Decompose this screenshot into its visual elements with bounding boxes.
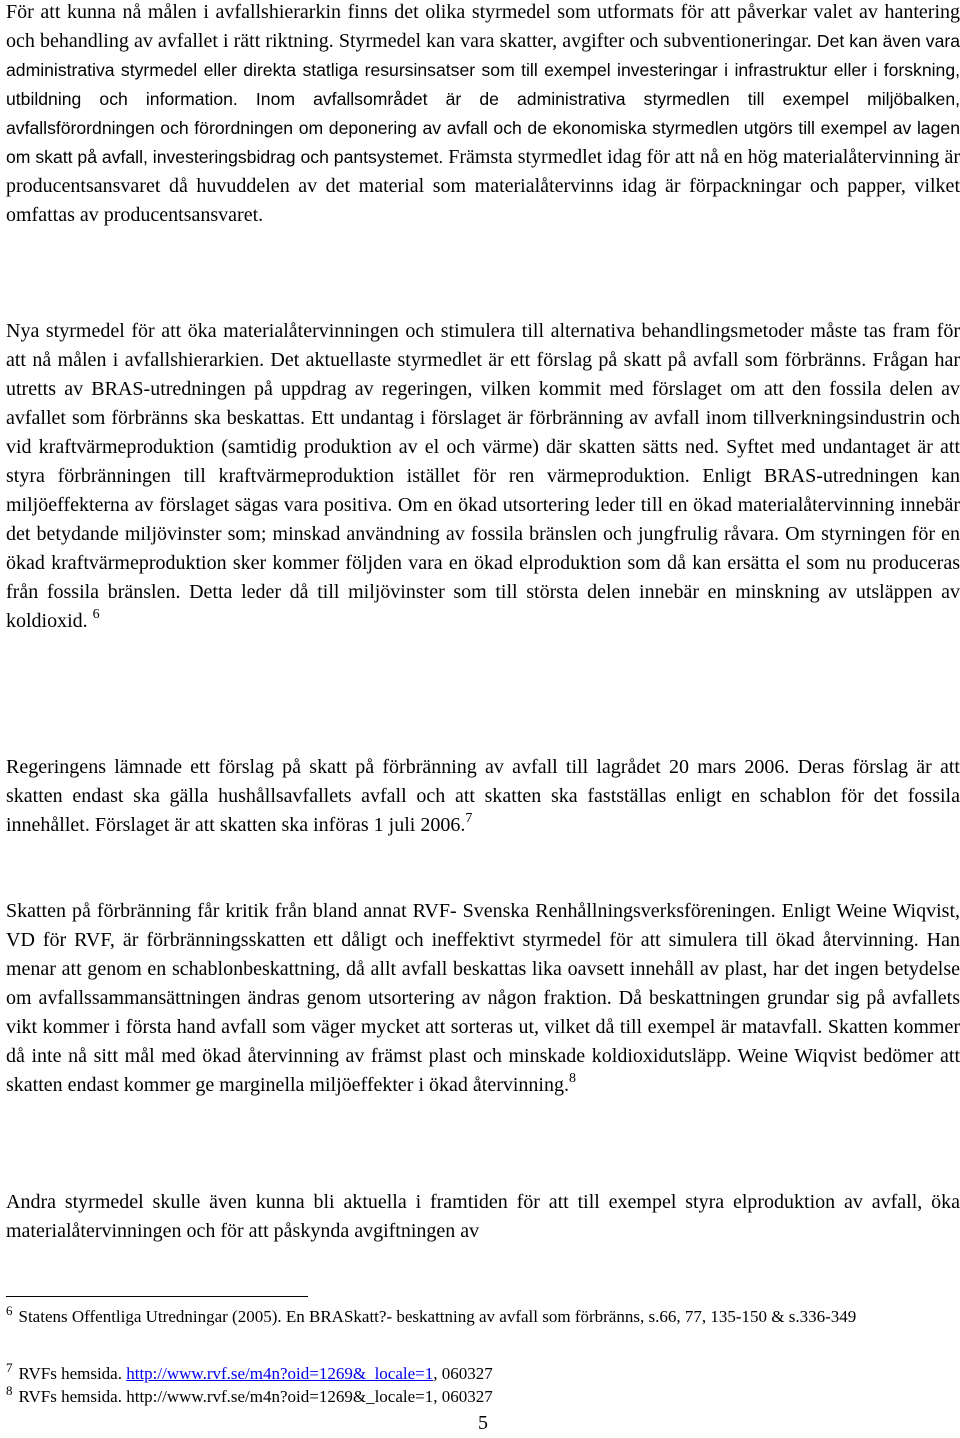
- paragraph-andra-styrmedel: [6, 1188, 960, 1246]
- footnote-separator: [6, 1296, 308, 1297]
- paragraph-text: Främsta styrmedlet idag för att nå en hög materialåtervinning är producentsansvaret då huvuddelen av det material som materialåtervinns idag är förpackningar och papper, vilket omfattas av producentsansvaret.: [6, 146, 960, 226]
- paragraph-text: Regeringens lämnade ett förslag på skatt på förbränning av avfall till lagrådet 20 mars 2006. Deras förslag är att skatten endast ska gälla hushållsavfallets avfall och att skatten ska fastställas enligt en schablon för det fossila innehållet. Förslaget är att skatten ska införas 1 juli 2006.: [6, 756, 960, 836]
- paragraph-text: Andra styrmedel skulle även kunna bli aktuella i framtiden för att till exempel styra elproduktion av avfall, öka materialåtervinningen och för att påskynda avgiftningen av: [6, 1191, 960, 1242]
- paragraph-text: Det kan även vara administrativa styrmedel eller direkta statliga resursinsatser som till exempel investeringar i infrastruktur eller i forskning, utbildning och information. Inom avfallsområdet är de administrativa styrmedlen till exempel miljöbalken, avfallsförordningen och förordningen om deponering av avfall och de ekonomiska styrmedlen utgörs till exempel av lagen om skatt på avfall, investeringsbidrag och pantsystemet.: [6, 31, 960, 167]
- footnote-text: , 060327: [433, 1364, 493, 1383]
- paragraph-regeringens-forslag: [6, 753, 960, 840]
- paragraph-text: För att kunna nå målen i avfallshierarkin finns det olika styrmedel som utformats för att påverkar valet av hantering och behandling av avfallet i rätt riktning. Styrmedel kan vara skatter, avgifter och subventioneringar.: [6, 1, 960, 52]
- paragraph-kritik: [6, 897, 960, 1100]
- rvf-website-link[interactable]: http://www.rvf.se/m4n?oid=1269&_locale=1: [126, 1364, 434, 1383]
- footnote-8: [6, 1385, 960, 1408]
- document-page: [6, 0, 960, 1438]
- footnote-reference[interactable]: 7: [465, 811, 473, 826]
- paragraph-text: Nya styrmedel för att öka materialåtervinningen och stimulera till alternativa behandlingsmetoder måste tas fram för att nå målen i avfallshierarkien. Det aktuellaste styrmedlet är ett förslag på skatt på avfall som förbränns. Frågan har utretts av BRAS-utredningen på uppdrag av regeringen, vilken kommit med förslaget om att den fossila delen av avfallet som förbränns ska beskattas. Ett undantag i förslaget är förbränning av avfall inom tillverkningsindustrin och vid kraftvärmeproduktion (samtidig produktion av el och värme) där skatten sätts ned. Syftet med undantaget är att styra förbränningen till kraftvärmeproduktion istället för ren värmeproduktion. Enligt BRAS-utredningen kan miljöeffekterna av förslaget sägas vara positiva. Om en ökad utsortering leder till en ökad materialåtervinning innebär det betydande miljövinster som; minskad användning av fossila bränslen och jungfrulig råvara. Om styrningen för en ökad kraftvärmeproduktion sker kommer följden vara en ökad elproduktion som då kan ersätta el som nu produceras från fossila bränslen. Detta leder då till miljövinster som till största delen innebär en minskning av utsläppen av koldioxid.: [6, 320, 960, 632]
- footnote-number: 6: [6, 1303, 13, 1318]
- footnote-number: 7: [6, 1360, 13, 1375]
- footnote-6: [6, 1305, 960, 1328]
- footnote-reference[interactable]: 8: [568, 1071, 576, 1086]
- footnote-7: [6, 1362, 960, 1385]
- footnote-reference[interactable]: 6: [92, 607, 100, 622]
- paragraph-styrmedel-intro: [6, 0, 960, 230]
- footnote-text: RVFs hemsida. http://www.rvf.se/m4n?oid=1269&_locale=1, 060327: [18, 1387, 493, 1406]
- paragraph-text: Skatten på förbränning får kritik från bland annat RVF- Svenska Renhållningsverksföreningen. Enligt Weine Wiqvist, VD för RVF, är förbränningsskatten ett dåligt och ineffektivt styrmedel för att simulera till ökad återvinning. Han menar att genom en schablonbeskattning, då allt avfall beskattas lika oavsett innehåll av plast, har det ingen betydelse om avfallssammansättningen ändras genom utsortering av någon fraktion. Då beskattningen grundar sig på avfallets vikt kommer i första hand avfall som väger mycket att sorteras ut, vilket då till exempel är matavfall. Skatten kommer då inte nå sitt mål med ökad återvinning av främst plast och minskade koldioxidutsläpp. Weine Wiqvist bedömer att skatten endast kommer ge marginella miljöeffekter i ökad återvinning.: [6, 900, 960, 1096]
- footnote-text: RVFs hemsida.: [18, 1364, 127, 1383]
- paragraph-nya-styrmedel: [6, 317, 960, 636]
- footnote-text: Statens Offentliga Utredningar (2005). En BRASkatt?- beskattning av avfall som förbränns, s.66, 77, 135-150 & s.336-349: [18, 1307, 857, 1326]
- footnote-number: 8: [6, 1383, 13, 1398]
- page-number: 5: [478, 1412, 488, 1434]
